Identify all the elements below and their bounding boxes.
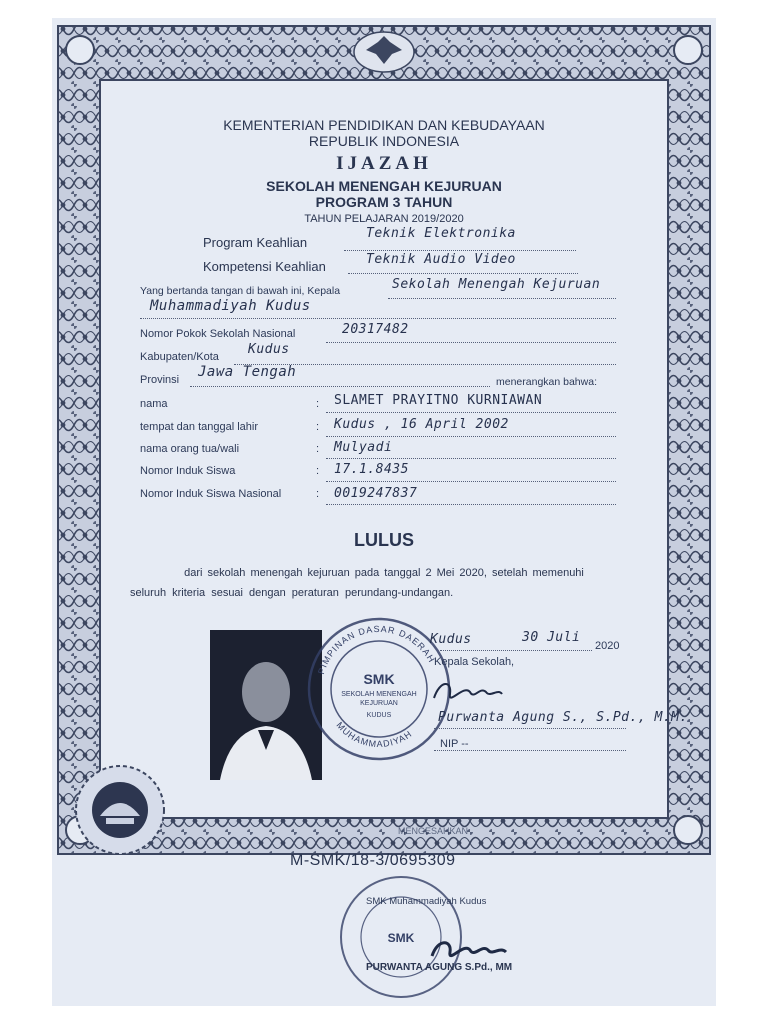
stamp-bottom-text: MUHAMMADIYAH xyxy=(334,720,414,750)
npsn-label: Nomor Pokok Sekolah Nasional xyxy=(140,328,296,340)
stamp-top-text: PIMPINAN DASAR DAERAH xyxy=(316,623,438,676)
menerangkan-bahwa: menerangkan bahwa: xyxy=(496,376,597,388)
nis-label: Nomor Induk Siswa xyxy=(140,465,236,477)
school-type: SEKOLAH MENENGAH KEJURUAN xyxy=(266,178,502,194)
svg-text:SMK: SMK xyxy=(387,931,415,945)
principal-name: Purwanta Agung S., S.Pd., M.M. xyxy=(438,710,688,725)
program-keahlian-label: Program Keahlian xyxy=(203,235,308,250)
tut-wuri-handayani-logo-icon xyxy=(70,760,170,860)
legalization-name: PURWANTA AGUNG S.Pd., MM xyxy=(366,962,513,973)
nisn-label: Nomor Induk Siswa Nasional xyxy=(140,488,282,500)
principal-signature-icon xyxy=(428,676,508,710)
stamp-city: KUDUS xyxy=(366,712,392,719)
stamp-center-text: SMK xyxy=(363,671,395,687)
ttl-value: Kudus , 16 April 2002 xyxy=(334,417,509,432)
signature-role: Kepala Sekolah, xyxy=(434,656,515,668)
kabupaten-label: Kabupaten/Kota xyxy=(140,351,219,363)
program-title: PROGRAM 3 TAHUN xyxy=(315,194,453,210)
ministry-title: KEMENTERIAN PENDIDIKAN DAN KEBUDAYAAN xyxy=(223,117,545,133)
school-name-line-1: Sekolah Menengah Kejuruan xyxy=(392,277,601,292)
signature-year: 2020 xyxy=(595,640,620,652)
provinsi-value: Jawa Tengah xyxy=(198,364,297,380)
republic-title: REPUBLIK INDONESIA xyxy=(308,133,460,149)
provinsi-label: Provinsi xyxy=(140,374,180,386)
ttl-label: tempat dan tanggal lahir xyxy=(140,421,259,433)
nisn-value: 0019247837 xyxy=(334,486,418,501)
nis-value: 17.1.8435 xyxy=(334,462,409,477)
nama-value: SLAMET PRAYITNO KURNIAWAN xyxy=(334,393,543,408)
stamp-line-2: KEJURUAN xyxy=(360,700,398,707)
stamp-line-1: SEKOLAH MENENGAH xyxy=(341,691,417,698)
status-lulus: LULUS xyxy=(354,530,414,550)
kepala-intro: Yang bertanda tangan di bawah ini, Kepala xyxy=(140,285,341,297)
legalization-header: MENGESAHKAN xyxy=(398,826,469,836)
result-line-2: seluruh kriteria sesuai dengan peraturan perundang-undangan. xyxy=(130,587,454,599)
school-name-line-2: Muhammadiyah Kudus xyxy=(150,298,311,314)
result-line-1: dari sekolah menengah kejuruan pada tanggal 2 Mei 2020, setelah memenuhi xyxy=(184,567,584,579)
kompetensi-keahlian-label: Kompetensi Keahlian xyxy=(203,259,326,274)
academic-year: TAHUN PELAJARAN 2019/2020 xyxy=(304,213,464,225)
legalization-org: SMK Muhammadiyah Kudus xyxy=(366,896,487,907)
principal-nip: NIP -- xyxy=(440,738,469,750)
certificate-serial: M-SMK/18-3/0695309 xyxy=(290,852,456,869)
ortu-label: nama orang tua/wali xyxy=(140,443,240,455)
signature-date: 30 Juli xyxy=(522,630,581,645)
npsn-value: 20317482 xyxy=(342,322,409,337)
garuda-emblem-icon xyxy=(354,32,414,72)
program-keahlian-value: Teknik Elektronika xyxy=(366,226,516,241)
kabupaten-value: Kudus xyxy=(248,342,290,357)
signature-place: Kudus xyxy=(430,632,472,647)
ortu-value: Mulyadi xyxy=(334,440,393,455)
page-title: IJAZAH xyxy=(336,153,432,174)
nama-label: nama xyxy=(140,398,168,410)
kompetensi-keahlian-value: Teknik Audio Video xyxy=(366,252,516,267)
